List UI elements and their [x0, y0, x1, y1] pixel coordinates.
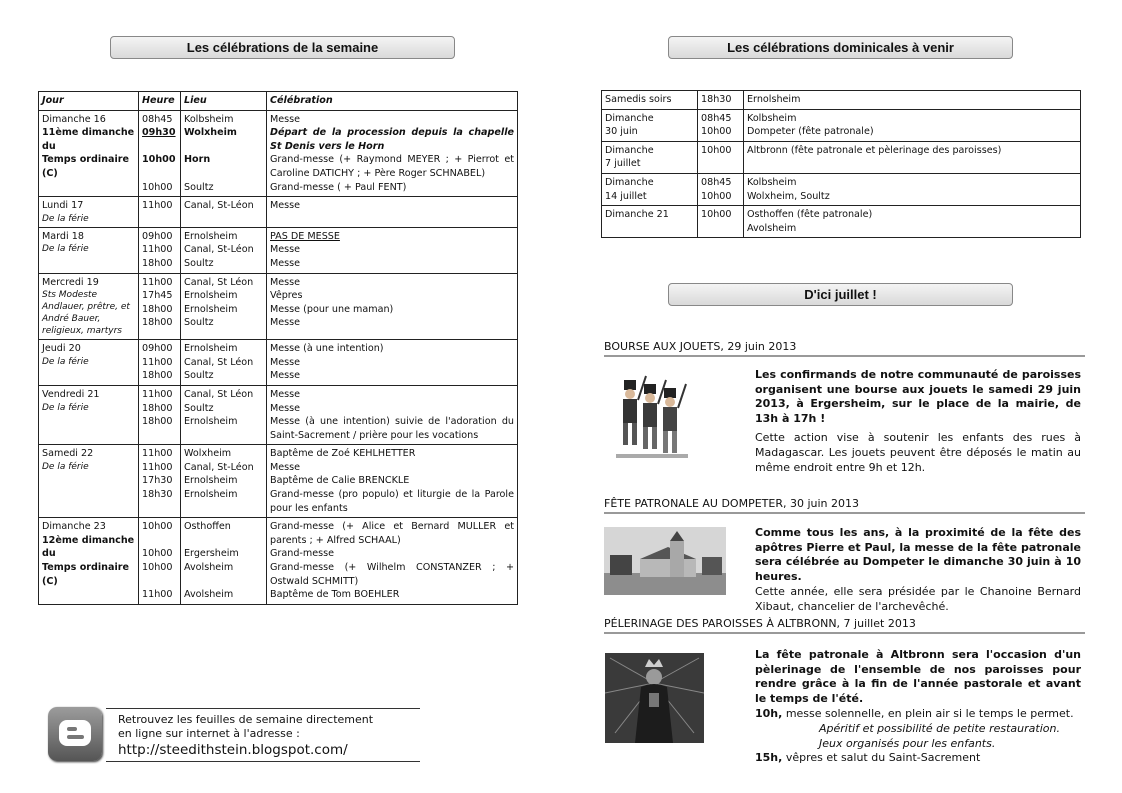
spacer: [142, 429, 177, 443]
time: 11h00: [142, 388, 173, 400]
sunday-place-cell: [744, 206, 1081, 238]
day-cell: [39, 385, 139, 444]
celebration: Grand-messe (+ Alice et Bernard MULLER et parents ; + Alfred SCHAAL): [270, 521, 514, 546]
july-banner: [668, 283, 1013, 306]
day-cell: [39, 340, 139, 386]
s3-line2: Apéritif et possibilité de petite restauration.: [819, 721, 1060, 735]
celebration: Messe: [270, 461, 301, 473]
place: Soultz: [184, 402, 214, 414]
sunday-day: 30 juin: [605, 126, 638, 138]
time: 10h00: [142, 548, 173, 560]
sunday-day-cell: [602, 206, 698, 238]
place: Kolbsheim: [184, 113, 234, 125]
place: Canal, St-Léon: [184, 244, 254, 256]
celebration: Messe: [270, 402, 301, 414]
spacer: [142, 575, 177, 589]
week-body: [39, 110, 518, 604]
place: Osthoffen: [184, 521, 231, 533]
table-row: [602, 91, 1081, 110]
s1-bold: Les confirmands de notre communauté de paroisses organisent une bourse aux jouets le samedi 29 juin 2013, à Ergersheim, sur le place de la mairie, de 13h à 17h !: [755, 368, 1081, 425]
day-name: Jeudi 20: [42, 343, 81, 355]
day-liturgy: Temps ordinaire (C): [42, 562, 129, 587]
celebration-cell: [267, 340, 518, 386]
sunday-time-cell: [698, 206, 744, 238]
place: Soultz: [184, 181, 214, 193]
heure-cell: [139, 385, 181, 444]
sunday-place: Osthoffen (fête patronale): [747, 209, 873, 221]
day-name: Vendredi 21: [42, 388, 100, 400]
blogger-b-icon: [59, 720, 91, 746]
sunday-day: 14 juillet: [605, 190, 647, 202]
soldier-icon: [643, 380, 666, 449]
place: Ernolsheim: [184, 489, 238, 501]
celebration: Messe (à une intention): [270, 343, 384, 355]
table-row: [602, 173, 1081, 205]
celebration-cell: [267, 518, 518, 605]
time: 18h00: [142, 402, 173, 414]
sunday-time: 10h00: [701, 144, 732, 156]
s3-line4-text: vêpres et salut du Saint-Sacrement: [782, 751, 981, 765]
place: Ernolsheim: [184, 303, 238, 315]
table-row: [602, 109, 1081, 141]
day-name: Lundi 17: [42, 200, 84, 212]
day-subtitle: De la férie: [42, 356, 89, 367]
time: 18h00: [142, 416, 173, 428]
place: Horn: [184, 154, 211, 166]
celebration: Messe: [270, 370, 301, 382]
sunday-place: Avolsheim: [747, 222, 797, 234]
day-cell: [39, 227, 139, 273]
blog-rule-bottom: [106, 761, 420, 762]
time: 18h00: [142, 370, 173, 382]
sunday-table: [601, 90, 1081, 238]
sunday-place: Kolbsheim: [747, 112, 797, 124]
place: Soultz: [184, 370, 214, 382]
time: 17h45: [142, 290, 173, 302]
day-name: Samedi 22: [42, 448, 94, 460]
table-row: [39, 110, 518, 197]
sunday-place-cell: [744, 109, 1081, 141]
place: Ernolsheim: [184, 416, 238, 428]
place: Canal, St Léon: [184, 356, 254, 368]
sunday-place-cell: [744, 91, 1081, 110]
spacer: [184, 140, 263, 154]
spacer: [142, 502, 177, 516]
sunday-title: Les célébrations dominicales à venir: [727, 40, 954, 55]
week-table: [38, 91, 518, 605]
celebration: Grand-messe (+ Wilhelm CONSTANZER ; + Ostwald SCHMITT): [270, 562, 514, 587]
soldier-icon: [623, 376, 646, 445]
place: Avolsheim: [184, 589, 234, 601]
celebration-cell: [267, 197, 518, 228]
place: Canal, St Léon: [184, 276, 254, 288]
celebration: Vêpres: [270, 290, 303, 302]
table-row: [39, 340, 518, 386]
sunday-time: 10h00: [701, 190, 732, 202]
sunday-time: 08h45: [701, 176, 732, 188]
place: Wolxheim: [184, 127, 237, 139]
lieu-cell: [181, 445, 267, 518]
celebration: Messe: [270, 113, 301, 125]
sunday-place: Dompeter (fête patronale): [747, 126, 874, 138]
day-subtitle: De la férie: [42, 244, 89, 255]
lieu-cell: [181, 273, 267, 340]
celebration: Grand-messe ( + Paul FENT): [270, 181, 407, 193]
celebration: Messe: [270, 200, 301, 212]
celebration: Messe: [270, 356, 301, 368]
celebration: Messe (à une intention) suivie de l'adoration du Saint-Sacrement / prière pour les vocations: [270, 416, 514, 441]
celebration-cell: [267, 227, 518, 273]
day-cell: [39, 445, 139, 518]
sunday-time-cell: [698, 91, 744, 110]
sunday-day-cell: [602, 91, 698, 110]
time: 10h00: [142, 181, 173, 193]
sunday-time-cell: [698, 173, 744, 205]
col-jour: Jour: [39, 92, 139, 111]
blogger-b-bar1: [67, 727, 77, 731]
day-liturgy: 12ème dimanche du: [42, 534, 135, 560]
place: Ernolsheim: [184, 343, 238, 355]
celebration: Messe: [270, 276, 301, 288]
celebration: Grand-messe (pro populo) et liturgie de la Parole pour les enfants: [270, 489, 514, 514]
time: 09h30: [142, 127, 176, 139]
lieu-cell: [181, 197, 267, 228]
s3-text: [755, 648, 1081, 766]
time: 11h00: [142, 244, 173, 256]
sunday-day: Dimanche 21: [605, 209, 669, 221]
place: Soultz: [184, 257, 214, 269]
spacer: [184, 534, 263, 548]
s1-title: BOURSE AUX JOUETS, 29 juin 2013: [604, 340, 1085, 357]
table-row: [602, 206, 1081, 238]
place: Wolxheim: [184, 448, 232, 460]
day-subtitle: De la férie: [42, 461, 89, 472]
place: Canal, St Léon: [184, 388, 254, 400]
place: Soultz: [184, 317, 214, 329]
time: 10h00: [142, 154, 176, 166]
time: 18h00: [142, 257, 173, 269]
spacer: [142, 534, 177, 548]
soldier-icon: [663, 384, 686, 453]
time: 11h00: [142, 200, 173, 212]
heure-cell: [139, 518, 181, 605]
sunday-banner: [668, 36, 1013, 59]
time: 11h00: [142, 461, 173, 473]
place: Ergersheim: [184, 548, 239, 560]
day-subtitle: De la férie: [42, 213, 89, 224]
altbronn-statue-image: [605, 653, 704, 743]
time: 11h00: [142, 276, 173, 288]
time: 11h00: [142, 448, 173, 460]
blog-url[interactable]: http://steedithstein.blogspot.com/: [118, 742, 348, 758]
sunday-day-cell: [602, 141, 698, 173]
table-row: [39, 273, 518, 340]
blog-line2: en ligne sur internet à l'adresse :: [118, 727, 300, 740]
table-header: [39, 92, 518, 111]
day-cell: [39, 110, 139, 197]
place: Avolsheim: [184, 562, 234, 574]
time: 09h00: [142, 230, 173, 242]
celebration: Messe: [270, 388, 301, 400]
celebration: Messe: [270, 317, 301, 329]
celebration: Baptême de Zoé KEHLHETTER: [270, 448, 416, 460]
blog-line1: Retrouvez les feuilles de semaine directement: [118, 713, 374, 726]
table-row: [39, 197, 518, 228]
time: 18h00: [142, 317, 173, 329]
july-title: D'ici juillet !: [804, 287, 877, 302]
celebration: Messe: [270, 244, 301, 256]
sunday-body: [602, 91, 1081, 238]
celebration-cell: [267, 385, 518, 444]
time: 11h00: [142, 589, 173, 601]
heure-cell: [139, 340, 181, 386]
heure-cell: [139, 445, 181, 518]
sunday-day-cell: [602, 173, 698, 205]
place: Canal, St-Léon: [184, 200, 254, 212]
sunday-day-cell: [602, 109, 698, 141]
heure-cell: [139, 197, 181, 228]
table-row: [39, 385, 518, 444]
day-name: Dimanche 23: [42, 521, 106, 533]
s3-line4: [755, 751, 1081, 766]
s3-bold: La fête patronale à Altbronn sera l'occasion d'un pèlerinage de l'ensemble de nos paroisses pour rendre grâce à la fin de l'année pastorale et avant le temps de l'été.: [755, 648, 1081, 705]
celebration: Baptême de Calie BRENCKLE: [270, 475, 410, 487]
sunday-place: Kolbsheim: [747, 176, 797, 188]
s2-bold: Comme tous les ans, à la proximité de la fête des apôtres Pierre et Paul, la messe de la fête patronale sera célébrée au Dompeter le dimanche 30 juin à 10 heures.: [755, 526, 1081, 583]
sunday-place: Altbronn (fête patronale et pèlerinage des paroisses): [747, 144, 1002, 156]
celebration: PAS DE MESSE: [270, 230, 340, 242]
heure-cell: [139, 227, 181, 273]
s3-line1: [755, 707, 1081, 722]
blogger-b-bar2: [67, 735, 84, 739]
blog-rule-top: [106, 708, 420, 709]
place: Ernolsheim: [184, 290, 238, 302]
week-title: Les célébrations de la semaine: [186, 40, 379, 55]
sunday-day: Dimanche: [605, 176, 654, 188]
celebration: Grand-messe: [270, 548, 335, 560]
celebration: Baptême de Tom BOEHLER: [270, 589, 400, 601]
sunday-time-cell: [698, 109, 744, 141]
table-row: [39, 445, 518, 518]
sunday-time-cell: [698, 141, 744, 173]
sunday-day: Dimanche: [605, 144, 654, 156]
place: Canal, St-Léon: [184, 461, 254, 473]
spacer: [142, 167, 177, 181]
table-row: [39, 518, 518, 605]
sunday-time: 08h45: [701, 112, 732, 124]
celebration: Messe (pour une maman): [270, 303, 394, 315]
sunday-place: Wolxheim, Soultz: [747, 190, 830, 202]
col-celebration: Célébration: [267, 92, 518, 111]
s2-body: Cette année, elle sera présidée par le Chanoine Bernard Xibaut, chancelier de l'archevêché.: [755, 585, 1081, 613]
table-row: [39, 227, 518, 273]
heure-cell: [139, 110, 181, 197]
sunday-place: Ernolsheim: [747, 94, 801, 105]
s3-time4: 15h,: [755, 751, 783, 765]
spacer: [184, 502, 263, 516]
time: 10h00: [142, 562, 173, 574]
s2-title: FÊTE PATRONALE AU DOMPETER, 30 juin 2013: [604, 497, 1085, 514]
s1-body: Cette action vise à soutenir les enfants des rues à Madagascar. Les jouets peuvent être déposés le matin au même endroit entre 9h et 12h.: [755, 431, 1081, 474]
week-banner: [110, 36, 455, 59]
day-name: Dimanche 16: [42, 113, 106, 125]
place: Ernolsheim: [184, 230, 238, 242]
table-row: [602, 141, 1081, 173]
blogger-logo[interactable]: [48, 707, 102, 761]
s3-line3: Jeux organisés pour les enfants.: [819, 736, 996, 750]
lieu-cell: [181, 385, 267, 444]
celebration: Départ de la procession depuis la chapelle St Denis vers le Horn: [270, 127, 514, 152]
celebration: Messe: [270, 257, 301, 269]
spacer: [142, 140, 177, 154]
day-liturgy: Temps ordinaire (C): [42, 154, 129, 179]
lieu-cell: [181, 110, 267, 197]
toy-soldiers-image: [606, 366, 696, 462]
sunday-day: 7 juillet: [605, 158, 641, 170]
col-lieu: Lieu: [181, 92, 267, 111]
place: Ernolsheim: [184, 475, 238, 487]
day-cell: [39, 197, 139, 228]
time: 17h30: [142, 475, 173, 487]
day-cell: [39, 518, 139, 605]
time: 09h00: [142, 343, 173, 355]
lieu-cell: [181, 340, 267, 386]
spacer: [184, 429, 263, 443]
dompeter-church-image: [604, 527, 726, 595]
s3-line1-text: messe solennelle, en plein air si le temps le permet.: [782, 707, 1074, 721]
s1-text: [755, 368, 1081, 480]
time: 11h00: [142, 356, 173, 368]
sunday-day: Dimanche: [605, 112, 654, 124]
celebration: Grand-messe (+ Raymond MEYER ; + Pierrot et Caroline DATICHY ; + Père Roger SCHNABEL): [270, 154, 514, 179]
day-name: Mercredi 19: [42, 276, 99, 288]
lieu-cell: [181, 227, 267, 273]
heure-cell: [139, 273, 181, 340]
col-heure: Heure: [139, 92, 181, 111]
day-subtitle: Sts Modeste Andlauer, prêtre, et André Bauer, religieux, martyrs: [42, 290, 130, 337]
time: 18h30: [142, 489, 173, 501]
sunday-place-cell: [744, 173, 1081, 205]
s3-title: PÉLERINAGE DES PAROISSES À ALTBRONN, 7 juillet 2013: [604, 617, 1085, 634]
celebration-cell: [267, 110, 518, 197]
day-cell: [39, 273, 139, 340]
sunday-place-cell: [744, 141, 1081, 173]
time: 08h45: [142, 113, 173, 125]
s2-text: [755, 526, 1081, 620]
day-subtitle: De la férie: [42, 402, 89, 413]
sunday-day: Samedis soirs: [605, 94, 672, 105]
spacer: [184, 575, 263, 589]
lieu-cell: [181, 518, 267, 605]
sunday-time: 10h00: [701, 126, 732, 138]
celebration-cell: [267, 273, 518, 340]
s3-time1: 10h,: [755, 707, 783, 721]
spacer: [184, 167, 263, 181]
celebration-cell: [267, 445, 518, 518]
blog-text: [118, 713, 373, 759]
time: 18h00: [142, 303, 173, 315]
day-liturgy: 11ème dimanche du: [42, 127, 135, 152]
time: 10h00: [142, 521, 173, 533]
sunday-time: 10h00: [701, 209, 732, 221]
day-name: Mardi 18: [42, 230, 84, 242]
sunday-time: 18h30: [701, 94, 732, 105]
